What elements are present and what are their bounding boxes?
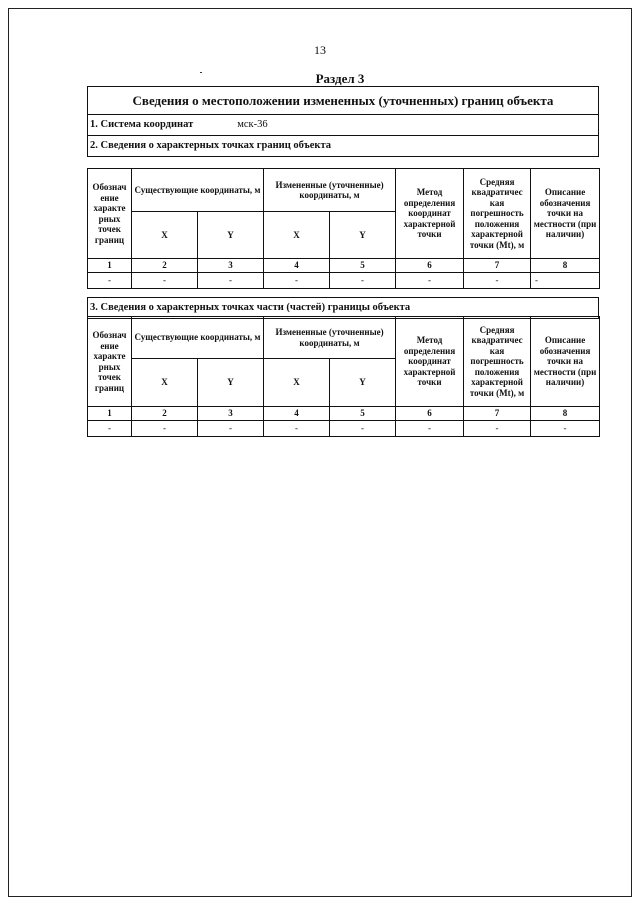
- header-changed-x: X: [264, 212, 330, 259]
- column-number: 7: [464, 407, 531, 421]
- table-cell: -: [330, 421, 396, 437]
- header-point-designation: Обознач ение характе рных точек границ: [88, 169, 132, 259]
- header-changed-coords: Измененные (уточненные) координаты, м: [264, 169, 396, 212]
- table-cell: -: [132, 273, 198, 289]
- table-cell: -: [132, 421, 198, 437]
- header-changed-y: Y: [330, 359, 396, 407]
- table-cell: -: [396, 421, 464, 437]
- column-number: 4: [264, 259, 330, 273]
- table-cell: -: [264, 421, 330, 437]
- header-point-designation: Обознач ение характе рных точек границ: [88, 317, 132, 407]
- header-description: Описание обозначения точки на местности (при наличии): [531, 169, 600, 259]
- table-cell: -: [531, 273, 600, 289]
- column-number: 2: [132, 259, 198, 273]
- table-cell: -: [464, 421, 531, 437]
- header-method: Метод определения координат характерной точки: [396, 169, 464, 259]
- table-cell: -: [264, 273, 330, 289]
- table-cell: -: [198, 273, 264, 289]
- column-number-row: [88, 259, 600, 273]
- header-changed-coords: Измененные (уточненные) координаты, м: [264, 317, 396, 359]
- column-number: 1: [88, 407, 132, 421]
- page-number: 13: [314, 43, 326, 57]
- coord-system-row: [88, 115, 598, 135]
- table-header-row: [88, 169, 600, 212]
- header-description: Описание обозначения точки на местности (при наличии): [531, 317, 600, 407]
- header-existing-coords: Существующие координаты, м: [132, 317, 264, 359]
- column-number: 2: [132, 407, 198, 421]
- header-changed-x: X: [264, 359, 330, 407]
- coord-system-value: мск-36: [237, 119, 268, 130]
- column-number: 6: [396, 407, 464, 421]
- part-boundary-points-table: [87, 316, 600, 437]
- table-cell: -: [464, 273, 531, 289]
- table-row: [88, 421, 600, 437]
- header-rmse: Средняя квадратичес кая погрешность положения характерной точки (Mt), м: [464, 169, 531, 259]
- coord-system-label: 1. Система координат: [90, 119, 194, 130]
- header-existing-y: Y: [198, 212, 264, 259]
- header-rmse: Средняя квадратичес кая погрешность положения характерной точки (Mt), м: [464, 317, 531, 407]
- column-number: 8: [531, 259, 600, 273]
- header-method: Метод определения координат характерной точки: [396, 317, 464, 407]
- table-cell: -: [330, 273, 396, 289]
- table-cell: -: [88, 273, 132, 289]
- header-existing-x: X: [132, 359, 198, 407]
- header-existing-y: Y: [198, 359, 264, 407]
- table-cell: -: [531, 421, 600, 437]
- header-changed-y: Y: [330, 212, 396, 259]
- boundary-points-table: [87, 168, 600, 289]
- column-number: 3: [198, 407, 264, 421]
- column-number: 3: [198, 259, 264, 273]
- column-number: 7: [464, 259, 531, 273]
- column-number: 8: [531, 407, 600, 421]
- column-number-row: [88, 407, 600, 421]
- column-number: 5: [330, 259, 396, 273]
- header-existing-x: X: [132, 212, 198, 259]
- section-header-block: [87, 86, 599, 157]
- table-row: [88, 273, 600, 289]
- section2-title: 2. Сведения о характерных точках границ объекта: [88, 135, 598, 156]
- header-existing-coords: Существующие координаты, м: [132, 169, 264, 212]
- column-number: 4: [264, 407, 330, 421]
- section-title: Раздел 3: [315, 71, 365, 86]
- table-cell: -: [198, 421, 264, 437]
- table-header-row: [88, 317, 600, 359]
- table-cell: -: [396, 273, 464, 289]
- section3-title: 3. Сведения о характерных точках части (частей) границы объекта: [90, 302, 411, 313]
- column-number: 6: [396, 259, 464, 273]
- section-heading: Сведения о местоположении измененных (уточненных) границ объекта: [88, 87, 598, 115]
- table-cell: -: [88, 421, 132, 437]
- column-number: 1: [88, 259, 132, 273]
- column-number: 5: [330, 407, 396, 421]
